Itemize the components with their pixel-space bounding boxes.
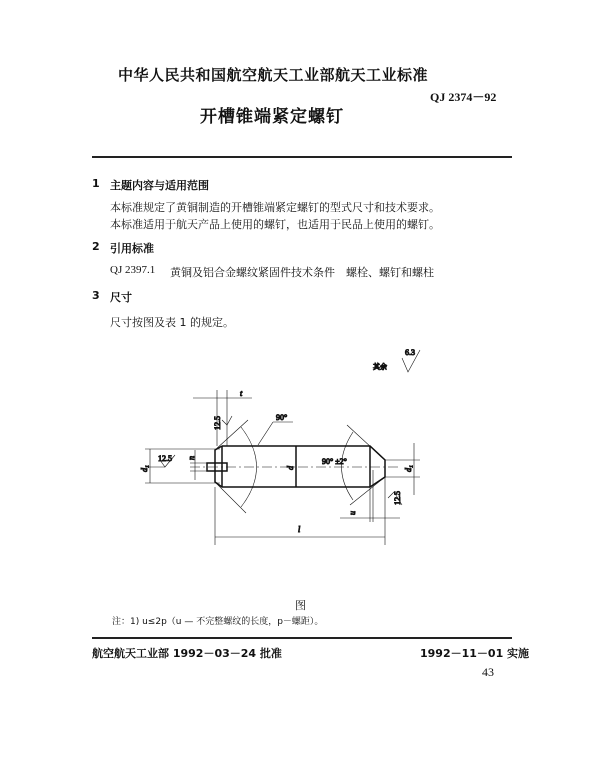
figure-note: 注：1) u≤2p（u — 不完整螺纹的长度，p－螺距）。 <box>112 617 324 627</box>
dim-d-label: d <box>286 466 295 470</box>
roughness-slot-label: 12.5 <box>158 454 172 463</box>
dim-l-label: l <box>298 525 301 534</box>
issuer-heading: 中华人民共和国航空航天工业部航天工业标准 <box>118 66 429 84</box>
footer-divider <box>92 637 512 639</box>
page-number: 43 <box>482 665 494 679</box>
roughness-rest-value: 6.3 <box>405 348 415 357</box>
section-1-para-2: 本标准适用于航天产品上使用的螺钉，也适用于民品上使用的螺钉。 <box>110 218 440 231</box>
dim-t-label: t <box>240 389 243 398</box>
roughness-point-label: 12.5 <box>393 491 402 505</box>
angle-head-label: 90° <box>276 413 288 422</box>
section-3-heading: 尺寸 <box>110 291 132 304</box>
dim-n-label: n <box>187 456 196 460</box>
section-3-number: 3 <box>92 289 100 302</box>
section-1-para-1: 本标准规定了黄铜制造的开槽锥端紧定螺钉的型式尺寸和技术要求。 <box>110 201 440 214</box>
approval-date: 航空航天工业部 1992－03－24 批准 <box>92 647 282 660</box>
effective-date: 1992－11－01 实施 <box>420 647 530 660</box>
section-2-heading: 引用标准 <box>110 242 154 255</box>
dimension-lines <box>145 350 420 545</box>
figure-caption: 图 <box>295 599 306 612</box>
dim-d1-right-label: d₁ <box>404 465 413 472</box>
screw-outline <box>207 446 385 487</box>
roughness-face-label: 12.5 <box>213 416 222 430</box>
angle-point-label: 90° ±2° <box>322 457 347 466</box>
standard-code: QJ 2374－92 <box>430 90 497 104</box>
roughness-rest-label: 其余 <box>373 363 387 371</box>
section-3-para: 尺寸按图及表 1 的规定。 <box>110 316 234 329</box>
section-1-number: 1 <box>92 177 100 190</box>
section-1-heading: 主题内容与适用范围 <box>110 179 209 192</box>
dim-u-label: u <box>348 511 357 515</box>
reference-code: QJ 2397.1 <box>110 264 156 276</box>
section-2-number: 2 <box>92 240 100 253</box>
reference-title: 黄铜及铝合金螺纹紧固件技术条件 螺栓、螺钉和螺柱 <box>170 266 434 279</box>
page-title: 开槽锥端紧定螺钉 <box>200 107 344 127</box>
dim-d1-left-label: d₁ <box>140 465 149 472</box>
